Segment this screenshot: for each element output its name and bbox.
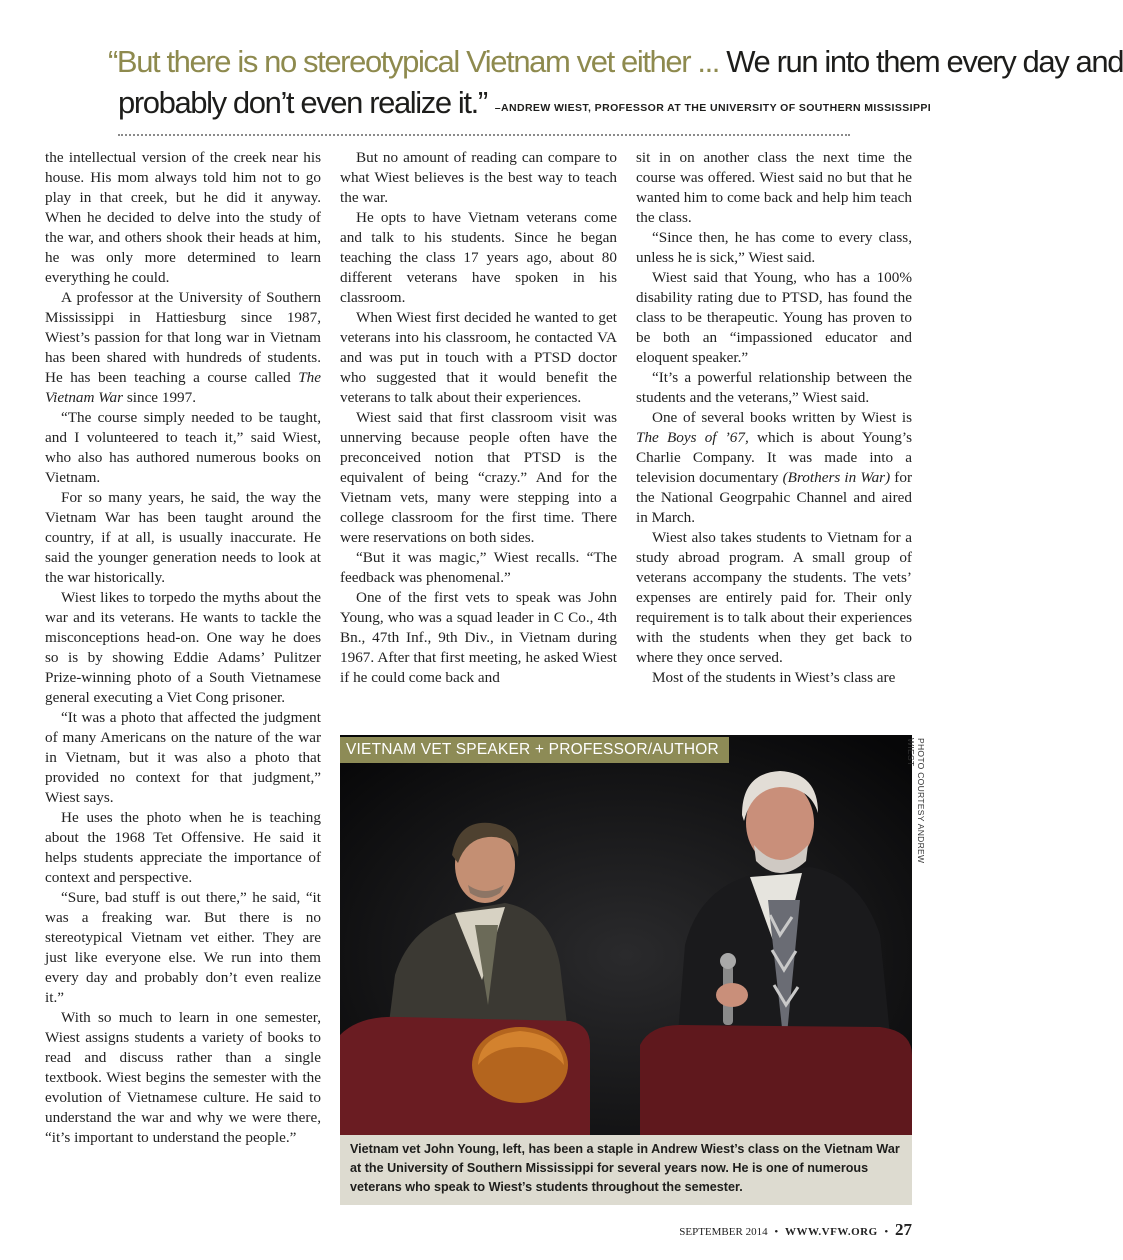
paragraph: One of several books written by Wiest is The Boys of ’67, which is about Young’s Charlie Company. It was made into a television documentary (Brothers in War) for the National Geogrpahic Channel and aired in March.: [636, 409, 913, 526]
pull-quote: [108, 42, 1123, 129]
page-number: 27: [895, 1220, 912, 1239]
paragraph: “It was a photo that affected the judgment of many Americans on the nature of the war in Vietnam, but it was also a photo that provided no context for that judgment,” Wiest says.: [45, 709, 321, 806]
paragraph: “But it was magic,” Wiest recalls. “The feedback was phenomenal.”: [340, 549, 617, 586]
page-footer: [679, 1220, 912, 1240]
body-column-2: [340, 148, 617, 688]
pull-quote-text: We run into them every day and: [719, 44, 1123, 79]
issue-date: SEPTEMBER 2014: [679, 1226, 768, 1238]
paragraph: Most of the students in Wiest’s class are: [652, 669, 896, 686]
speaker-photo: [340, 735, 912, 1135]
pull-quote-line-1: [108, 42, 1123, 82]
paragraph: He uses the photo when he is teaching about the 1968 Tet Offensive. He said it helps students appreciate the importance of context and perspective.: [45, 809, 321, 886]
paragraph: A professor at the University of Southern Mississippi in Hattiesburg since 1987, Wiest’s passion for that long war in Vietnam has been shared with hundreds of students. He has been teaching a course called The Vietnam War since 1997.: [45, 289, 321, 406]
dotted-divider: [118, 134, 850, 136]
paragraph: Wiest also takes students to Vietnam for a study abroad program. A small group of veterans accompany the students. The vets’ expenses are entirely paid for. Their only requirement is to talk about their experiences with the students when they get back to where they once served.: [636, 529, 912, 666]
pull-quote-text-2: probably don’t even realize it.”: [118, 85, 487, 120]
paragraph: “The course simply needed to be taught, and I volunteered to teach it,” said Wiest, who also has authored numerous books on Vietnam.: [45, 409, 321, 486]
body-column-1: [45, 148, 321, 1148]
paragraph: “Since then, he has come to every class, unless he is sick,” Wiest said.: [636, 229, 912, 266]
paragraph: For so many years, he said, the way the Vietnam War has been taught around the country, if at all, is usually inaccurate. He said the younger generation needs to look at the war historically.: [45, 489, 321, 586]
paragraph: the intellectual version of the creek near his house. His mom always told him not to go play in that creek, but he did it anyway. When he decided to delve into the study of the war, and others shook their heads at him, he was only more determined to learn everything he could.: [45, 149, 321, 286]
paragraph: “It’s a powerful relationship between the students and the veterans,” Wiest said.: [636, 369, 912, 406]
pull-quote-highlight: “But there is no stereotypical Vietnam vet either ...: [108, 44, 720, 79]
paragraph: But no amount of reading can compare to what Wiest believes is the best way to teach the war.: [340, 149, 617, 206]
paragraph: When Wiest first decided he wanted to get veterans into his classroom, he contacted VA and was put in touch with a PTSD doctor who suggested that it would benefit the veterans to talk about their experiences.: [340, 309, 617, 406]
paragraph: Wiest said that first classroom visit was unnerving because people often have the preconceived notion that PTSD is the equivalent of being “crazy.” And for the Vietnam vets, many were stepping into a college classroom for the first time. There were reservations on both sides.: [340, 409, 617, 546]
photo-caption: Vietnam vet John Young, left, has been a staple in Andrew Wiest’s class on the Vietnam War at the University of Southern Mississippi for several years now. He is one of numerous veterans who speak to Wiest’s students throughout the semester.: [350, 1142, 900, 1194]
body-column-3: [636, 148, 912, 688]
paragraph: One of the first vets to speak was John Young, who was a squad leader in C Co., 4th Bn., 47th Inf., 9th Div., in Vietnam during 1967. After that first meeting, he asked Wiest if he could come back and: [340, 589, 617, 686]
paragraph: Wiest likes to torpedo the myths about the war and its veterans. He wants to tackle the misconceptions head-on. One way he does so is by showing Eddie Adams’ Pulitzer Prize-winning photo of a South Vietnamese general executing a Viet Cong prisoner.: [45, 589, 321, 706]
paragraph: “Sure, bad stuff is out there,” he said, “it was a freaking war. But there is no stereotypical Vietnam vet either. They are just like everyone else. We run into them every day and probably don’t even realize it.”: [45, 889, 321, 1006]
pull-quote-line-2: [108, 82, 932, 129]
paragraph: He opts to have Vietnam veterans come and talk to his students. Since he began teaching the class 17 years ago, about 80 different veterans have spoken in his classroom.: [340, 209, 617, 306]
paragraph: sit in on another class the next time the course was offered. Wiest said no but that he wanted him to come back and help him teach the class.: [636, 149, 912, 226]
separator: •: [774, 1226, 779, 1238]
speaker-photo-illustration: [340, 735, 912, 1135]
photo-label: VIETNAM VET SPEAKER + PROFESSOR/AUTHOR: [340, 737, 729, 763]
photo-block: [340, 735, 912, 1205]
photo-credit: PHOTO COURTESY ANDREW WIEST: [906, 738, 926, 864]
separator: •: [884, 1226, 889, 1238]
paragraph: With so much to learn in one semester, Wiest assigns students a variety of books to read and discuss rather than a single textbook. Wiest begins the semester with the evolution of Vietnamese culture. He said to understand the war and why we were there, “it’s important to understand the people.”: [45, 1009, 321, 1146]
pull-quote-attribution: –ANDREW WIEST, PROFESSOR AT THE UNIVERSITY OF SOUTHERN MISSISSIPPI: [494, 102, 932, 114]
website-link[interactable]: WWW.VFW.ORG: [784, 1226, 878, 1238]
paragraph: Wiest said that Young, who has a 100% disability rating due to PTSD, has found the class to be therapeutic. Young has proven to be both an “impassioned educator and eloquent speaker.”: [636, 269, 912, 366]
